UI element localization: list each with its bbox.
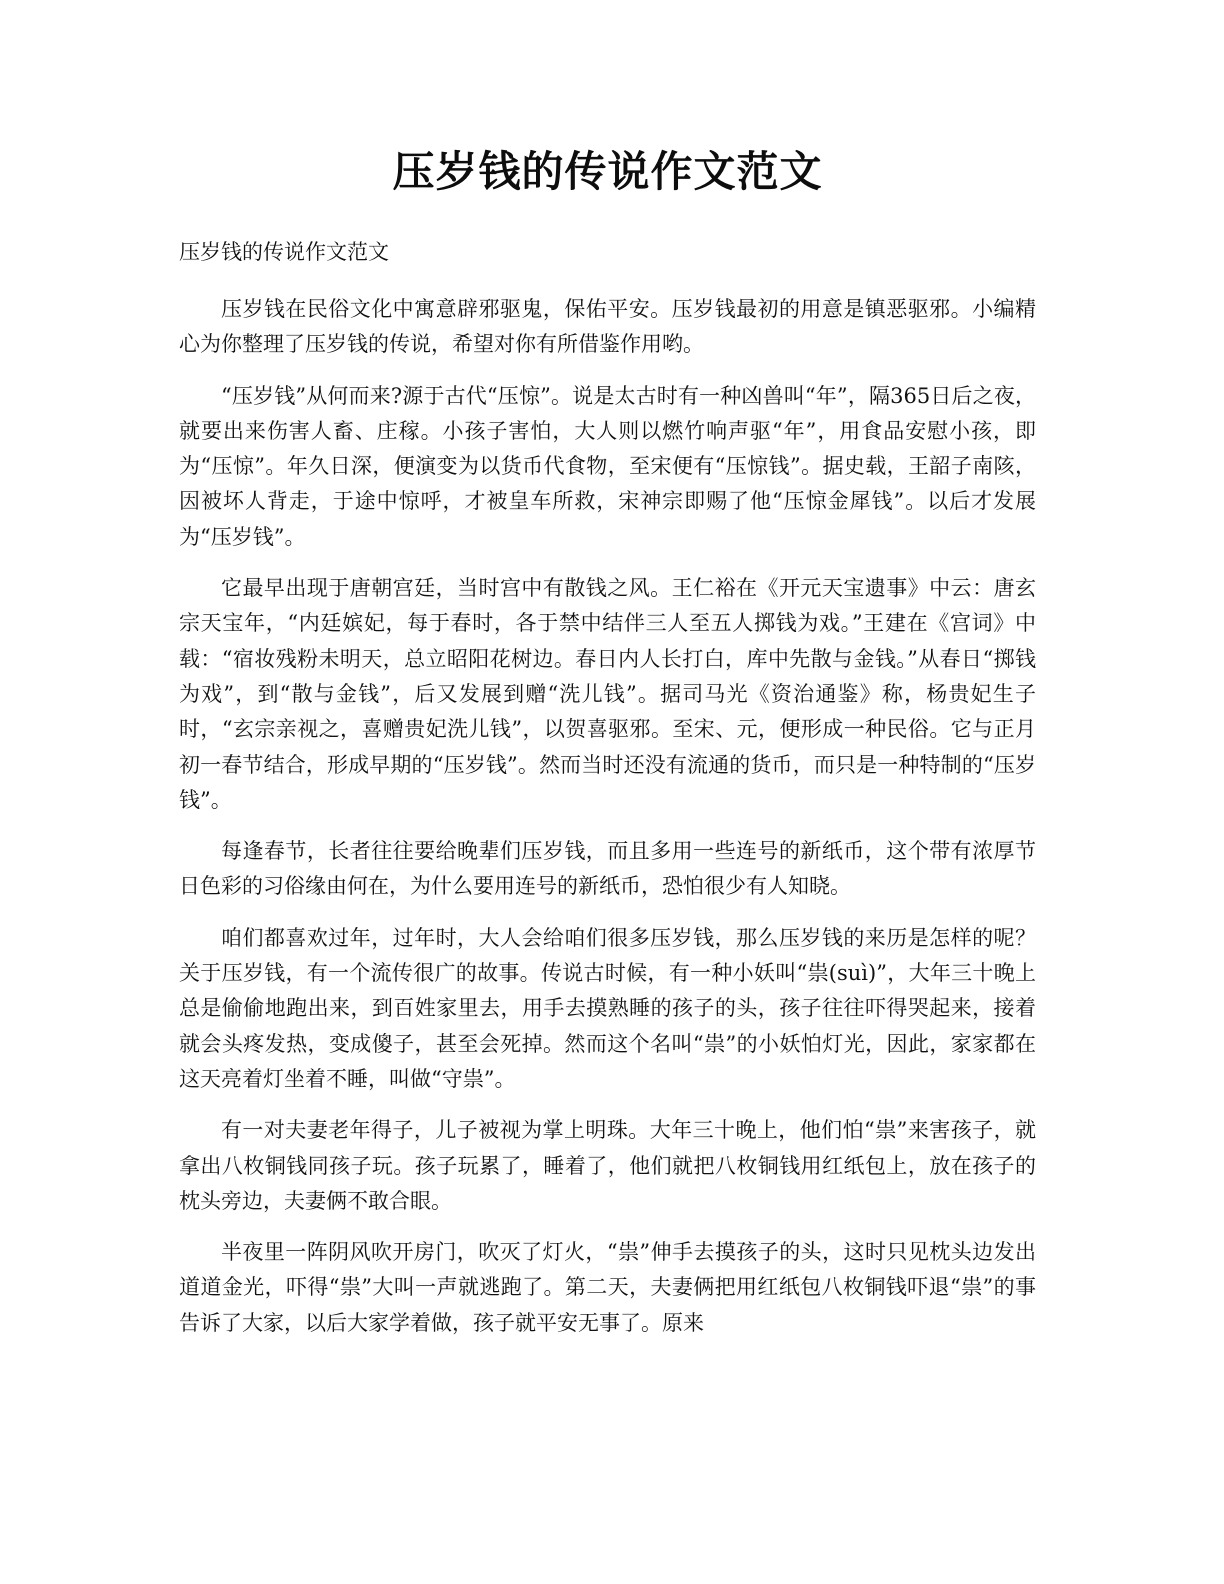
document-subtitle: 压岁钱的传说作文范文 <box>179 240 389 264</box>
paragraph-tang-palace: 它最早出现于唐朝宫廷，当时宫中有散钱之风。王仁裕在《开元天宝遗事》中云：唐玄宗天宝年，“内廷嫔妃，每于春时，各于禁中结伴三人至五人掷钱为戏。”王建在《宫词》中载：“宿妆残粉未明天，总立昭阳花树边。春日内人长打白，库中先散与金钱。”从春日“掷钱为戏”，到“散与金钱”，后又发展到赠“洗儿钱”。据司马光《资治通鉴》称，杨贵妃生子时，“玄宗亲视之，喜赠贵妃洗儿钱”，以贺喜驱邪。至宋、元，便形成一种民俗。它与正月初一春节结合，形成早期的“压岁钱”。然而当时还没有流通的货币，而只是一种特制的“压岁钱”。 <box>179 576 1036 812</box>
paragraph-sui-legend: 咱们都喜欢过年，过年时，大人会给咱们很多压岁钱，那么压岁钱的来历是怎样的呢？关于压岁钱，有一个流传很广的故事。传说古时候，有一种小妖叫“祟(suì)”，大年三十晚上总是偷偷地跑出来，到百姓家里去，用手去摸熟睡的孩子的头，孩子往往吓得哭起来，接着就会头疼发热，变成傻子，甚至会死掉。然而这个名叫“祟”的小妖怕灯光，因此，家家都在这天亮着灯坐着不睡，叫做“守祟”。 <box>179 925 1036 1091</box>
paragraph-intro: 压岁钱在民俗文化中寓意辟邪驱鬼，保佑平安。压岁钱最初的用意是镇恶驱邪。小编精心为你整理了压岁钱的传说，希望对你有所借鉴作用哟。 <box>179 297 1036 357</box>
paragraph-couple: 有一对夫妻老年得子，儿子被视为掌上明珠。大年三十晚上，他们怕“祟”来害孩子，就拿出八枚铜钱同孩子玩。孩子玩累了，睡着了，他们就把八枚铜钱用红纸包上，放在孩子的枕头旁边，夫妻俩不敢合眼。 <box>179 1118 1036 1213</box>
paragraph-origin-yajing: “压岁钱”从何而来?源于古代“压惊”。说是太古时有一种凶兽叫“年”，隔365日后之夜，就要出来伤害人畜、庄稼。小孩子害怕，大人则以燃竹响声驱“年”，用食品安慰小孩，即为“压惊”。年久日深，便演变为以货币代食物，至宋便有“压惊钱”。据史载，王韶子南陔，因被坏人背走，于途中惊呼，才被皇车所救，宋神宗即赐了他“压惊金犀钱”。以后才发展为“压岁钱”。 <box>179 383 1036 549</box>
document-title: 压岁钱的传说作文范文 <box>392 147 823 196</box>
paragraph-new-notes: 每逢春节，长者往往要给晚辈们压岁钱，而且多用一些连号的新纸币，这个带有浓厚节日色彩的习俗缘由何在，为什么要用连号的新纸币，恐怕很少有人知晓。 <box>179 839 1036 899</box>
paragraph-midnight: 半夜里一阵阴风吹开房门，吹灭了灯火，“祟”伸手去摸孩子的头，这时只见枕头边发出道道金光，吓得“祟”大叫一声就逃跑了。第二天，夫妻俩把用红纸包八枚铜钱吓退“祟”的事告诉了大家，以后大家学着做，孩子就平安无事了。原来 <box>179 1240 1036 1335</box>
